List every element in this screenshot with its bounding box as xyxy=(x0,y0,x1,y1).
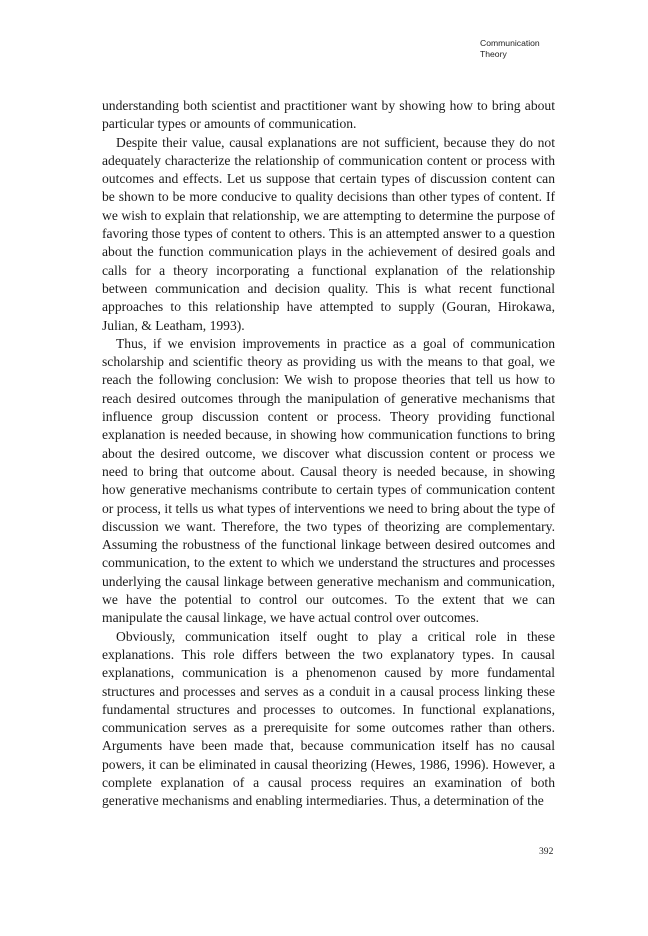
running-head xyxy=(480,38,610,60)
body-text xyxy=(102,97,555,811)
running-head-line-1: Communication xyxy=(480,38,540,48)
page-number: 392 xyxy=(539,846,554,857)
paragraph-continued: understanding both scientist and practitioner want by showing how to bring about particular types or amounts of communication. xyxy=(102,98,555,132)
paragraph: Despite their value, causal explanations are not sufficient, because they do not adequately characterize the relationship of communication content or process with outcomes and effects. Let us suppose that certain types of discussion content can be shown to be more conducive to quality decisions than other types of content. If we wish to explain that relationship, we are attempting to determine the purpose of favoring those types of content to others. This is an attempted answer to a question about the function communication plays in the achievement of desired goals and calls for a theory incorporating a functional explanation of the relationship between communication and decision quality. This is what recent functional approaches to this relationship have attempted to supply (Gouran, Hirokawa, Julian, & Leatham, 1993). xyxy=(102,134,555,333)
paragraph: Thus, if we envision improvements in practice as a goal of communication scholarship and scientific theory as providing us with the means to that goal, we reach the following conclusion: We wish to propose theories that tell us how to reach desired outcomes through the manipulation of generative mechanisms that influence group discussion content or process. Theory providing functional explanation is needed because, in showing how communication functions to bring about the desired outcome, we discover what discussion content or process we need to bring that outcome about. Causal theory is needed because, in showing how generative mechanisms contribute to certain types of communication content or process, it tells us what types of interventions we need to bring about the type of discussion we want. Therefore, the two types of theorizing are complementary. Assuming the robustness of the functional linkage between desired outcomes and communication, to the extent to which we understand the structures and processes underlying the causal linkage between generative mechanism and communication, we have the potential to control our outcomes. To the extent that we can manipulate the causal linkage, we have actual control over outcomes. xyxy=(102,335,555,626)
running-head-line-2: Theory xyxy=(480,49,507,59)
paragraph: Obviously, communication itself ought to play a critical role in these explanations. This role differs between the two explanatory types. In causal explanations, communication is a phenomenon caused by more fundamental structures and processes and serves as a conduit in a causal process linking these fundamental structures and processes to outcomes. In functional explanations, communication serves as a prerequisite for some outcomes rather than others. Arguments have been made that, because communication itself has no causal powers, it can be eliminated in causal theorizing (Hewes, 1986, 1996). However, a complete explanation of a causal process requires an examination of both generative mechanisms and enabling intermediaries. Thus, a determination of the xyxy=(102,628,555,809)
